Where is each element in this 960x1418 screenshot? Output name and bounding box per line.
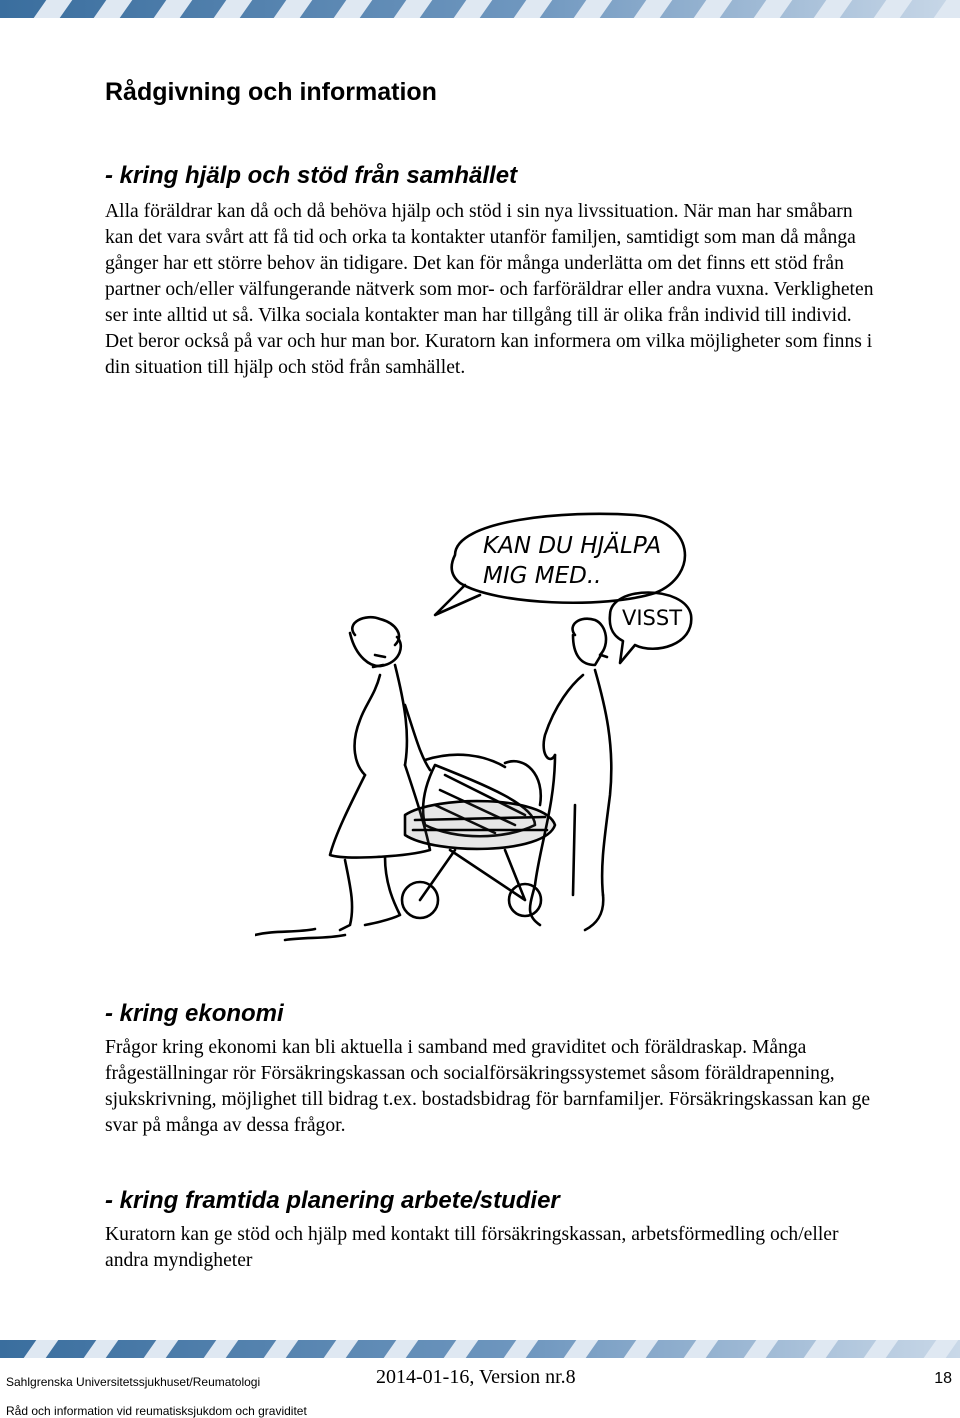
section-body-economy: Frågor kring ekonomi kan bli aktuella i samband med graviditet och föräldraskap. Många frågeställningar rör Försäkringskassan och socialförsäkringssystemet såsom föräldrapenning, sjukskrivning, möjlighet till bidrag t.ex. bostadsbidrag för barnfamiljer. Försäkringskassan kan ge svar på många av dessa frågor.	[105, 1037, 871, 1136]
footer-page-number: 18	[934, 1370, 952, 1387]
footer-institution: Sahlgrenska Universitetssjukhuset/Reumatologi	[6, 1375, 261, 1389]
speech-left-line2: MIG MED..	[483, 563, 602, 589]
page-title: Rådgivning och information	[105, 78, 437, 106]
header-band	[0, 0, 960, 18]
speech-left-line1: KAN DU HJÄLPA	[483, 533, 662, 559]
section-body-future-planning: Kuratorn kan ge stöd och hjälp med kontakt till försäkringskassan, arbetsförmedling och/eller andra myndigheter	[105, 1224, 839, 1271]
footer-document-title: Råd och information vid reumatisksjukdom och graviditet	[6, 1404, 307, 1418]
section-title-future-planning: - kring framtida planering arbete/studier	[105, 1187, 560, 1214]
speech-right-text: VISST	[622, 606, 683, 630]
section-body-social-support: Alla föräldrar kan då och då behöva hjälp och stöd i sin nya livssituation. När man har småbarn kan det vara svårt att få tid och orka ta kontakter utanför familjen, samtidigt som man då många gånger har ett större behov än tidigare. Det kan för många underlätta om det finns ett stöd från partner och/eller välfungerande nätverk som mor- och farföräldrar eller andra vuxna. Verkligheten ser inte alltid ut så. Vilka sociala kontakter man har tillgång till är olika från individ till individ. Det beror också på var och hur man bor. Kuratorn kan informera om vilka möjligheter som finns i din situation till hjälp och stöd från samhället.	[105, 201, 874, 378]
section-title-social-support: - kring hjälp och stöd från samhället	[105, 162, 518, 189]
footer-date-version: 2014-01-16, Version nr.8	[376, 1366, 576, 1388]
footer-band	[0, 1340, 960, 1358]
section-title-economy: - kring ekonomi	[105, 1000, 284, 1027]
parents-stroller-illustration	[255, 505, 695, 960]
